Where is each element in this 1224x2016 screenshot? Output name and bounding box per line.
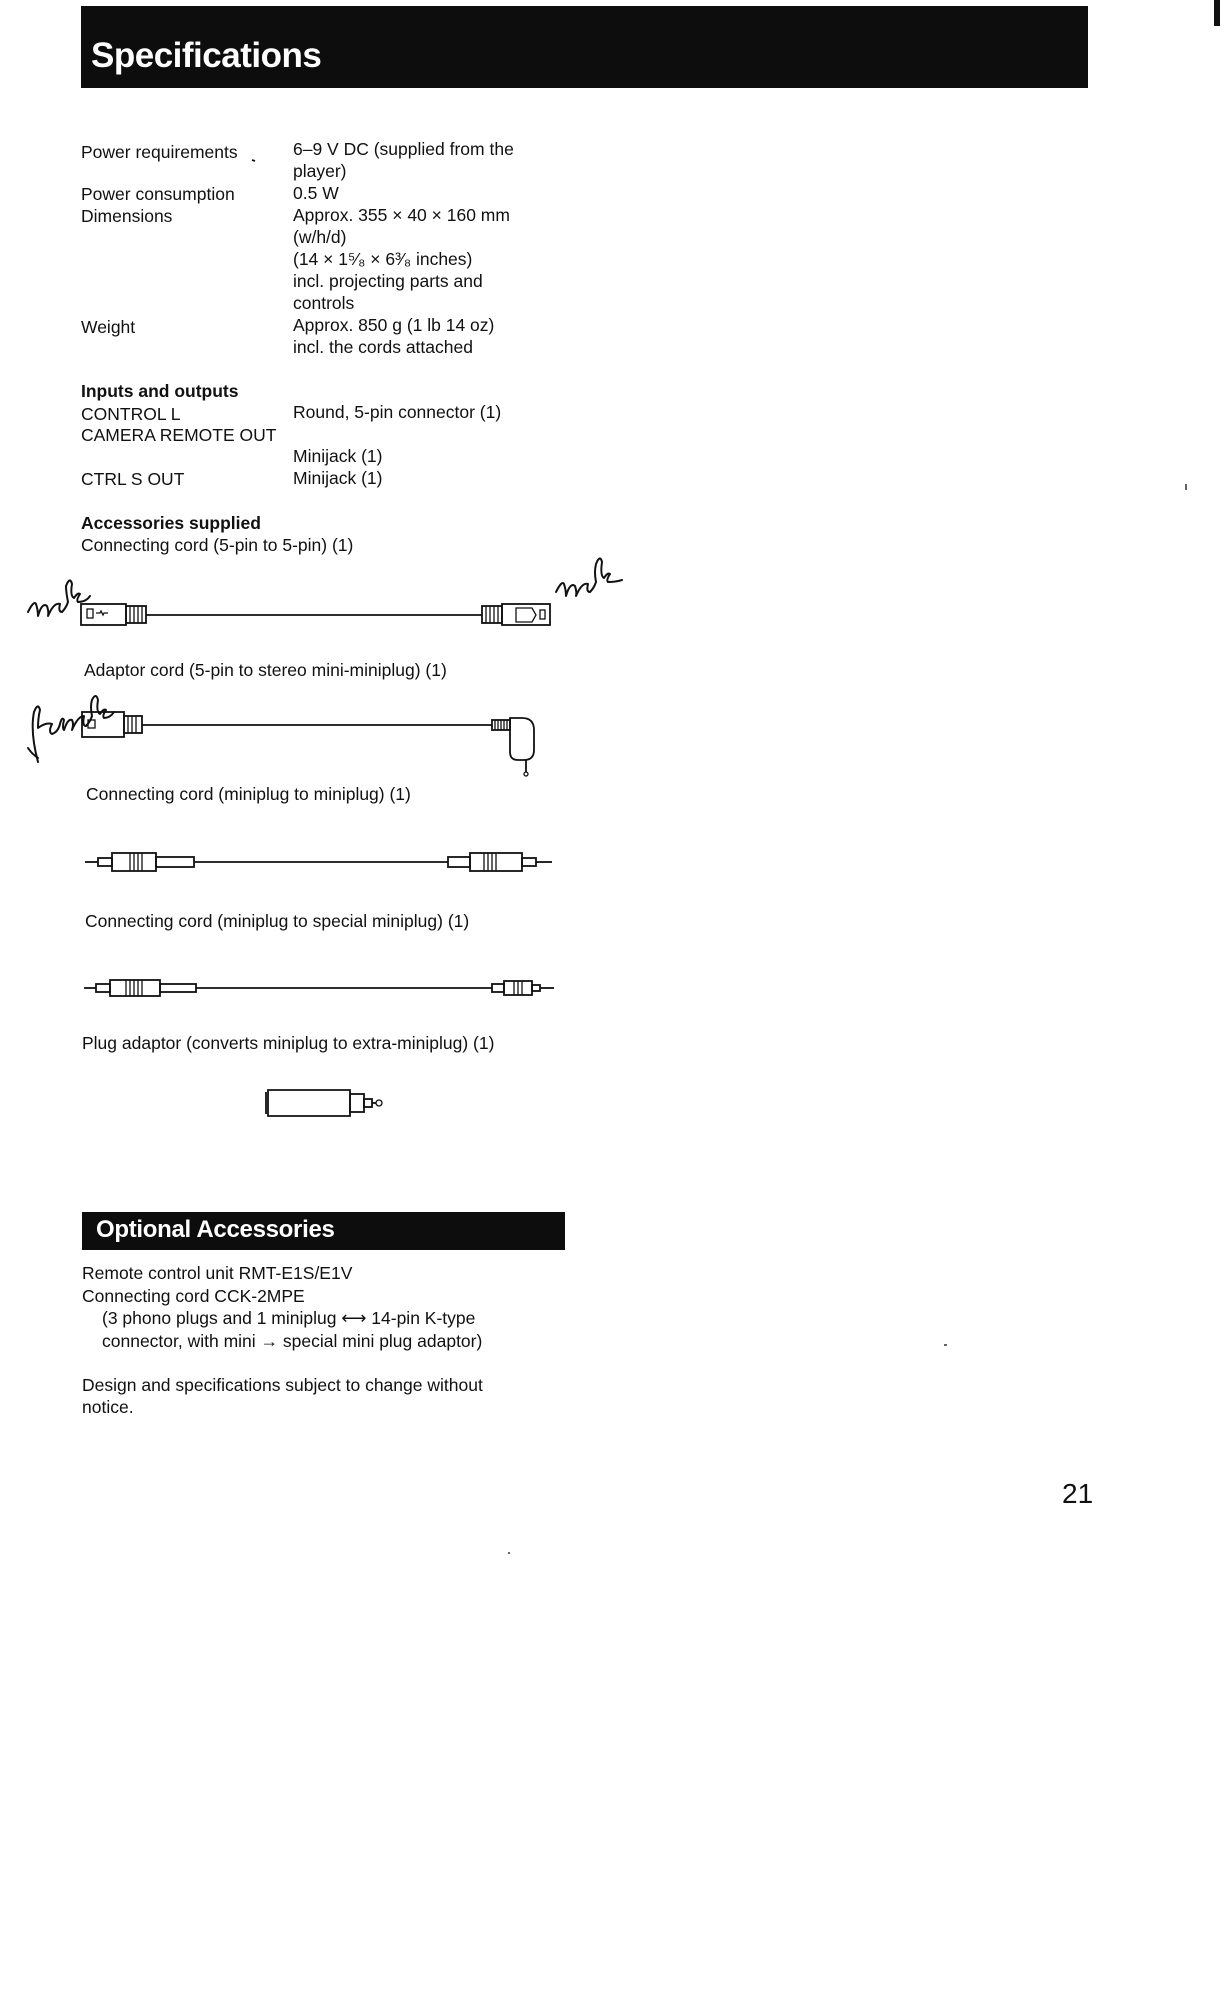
page-number: 21 bbox=[1062, 1478, 1094, 1509]
io-heading: Inputs and outputs bbox=[81, 381, 239, 401]
spec-value-line: controls bbox=[293, 293, 355, 313]
io-value: Minijack (1) bbox=[293, 468, 383, 488]
miniplug-to-special-miniplug-illustration bbox=[84, 980, 554, 996]
spec-label-power-consumption: Power consumption bbox=[81, 184, 235, 204]
accessory-item: Connecting cord (5-pin to 5-pin) (1) bbox=[81, 535, 354, 555]
accessory-item: Connecting cord (miniplug to special miniplug) (1) bbox=[85, 911, 470, 931]
accessory-item: Connecting cord (miniplug to miniplug) (1) bbox=[86, 784, 411, 804]
page-title: Specifications bbox=[91, 36, 322, 75]
optional-line: Remote control unit RMT-E1S/E1V bbox=[82, 1263, 353, 1283]
optional-line: (3 phono plugs and 1 miniplug ⟷ 14-pin K-type bbox=[102, 1308, 476, 1328]
optional-line: connector, with mini → special mini plug adaptor) bbox=[102, 1331, 483, 1351]
spec-value-line: incl. the cords attached bbox=[293, 337, 473, 357]
optional-accessories-banner bbox=[82, 1212, 565, 1250]
accessory-item: Adaptor cord (5-pin to stereo mini-miniplug) (1) bbox=[84, 660, 447, 680]
section-title: Optional Accessories bbox=[96, 1216, 335, 1243]
spec-value-line: 6–9 V DC (supplied from the bbox=[293, 139, 514, 159]
miniplug-to-miniplug-illustration bbox=[85, 853, 552, 871]
accessory-item: Plug adaptor (converts miniplug to extra-miniplug) (1) bbox=[82, 1033, 495, 1053]
spec-value-line: 0.5 W bbox=[293, 183, 339, 203]
spec-value-line: player) bbox=[293, 161, 347, 181]
spec-value-line: (14 × 1⁵⁄₈ × 6³⁄₈ inches) bbox=[293, 249, 473, 269]
spec-label-weight: Weight bbox=[81, 317, 136, 337]
stray-mark bbox=[252, 160, 255, 161]
spec-label-dimensions: Dimensions bbox=[81, 206, 173, 226]
io-label: CAMERA REMOTE OUT bbox=[81, 425, 277, 445]
handwritten-female bbox=[28, 696, 114, 762]
notice-line: notice. bbox=[82, 1397, 134, 1417]
io-label: CONTROL L bbox=[81, 404, 181, 424]
io-value: Round, 5-pin connector (1) bbox=[293, 402, 502, 422]
spec-value-line: Approx. 355 × 40 × 160 mm bbox=[293, 205, 510, 225]
spec-value-line: (w/h/d) bbox=[293, 227, 347, 247]
notice-line: Design and specifications subject to change without bbox=[82, 1375, 483, 1395]
optional-line: Connecting cord CCK-2MPE bbox=[82, 1286, 305, 1306]
spec-label-power-requirements: Power requirements bbox=[81, 142, 238, 162]
accessories-heading: Accessories supplied bbox=[81, 513, 261, 533]
io-value: Minijack (1) bbox=[293, 446, 383, 466]
plug-adaptor-illustration bbox=[266, 1090, 382, 1116]
spec-value-line: Approx. 850 g (1 lb 14 oz) bbox=[293, 315, 495, 335]
io-label: CTRL S OUT bbox=[81, 469, 185, 489]
handwritten-male-right bbox=[556, 558, 622, 596]
cord-5pin-to-5pin-illustration bbox=[81, 604, 550, 625]
spec-value-line: incl. projecting parts and bbox=[293, 271, 483, 291]
adaptor-cord-illustration bbox=[82, 712, 534, 776]
